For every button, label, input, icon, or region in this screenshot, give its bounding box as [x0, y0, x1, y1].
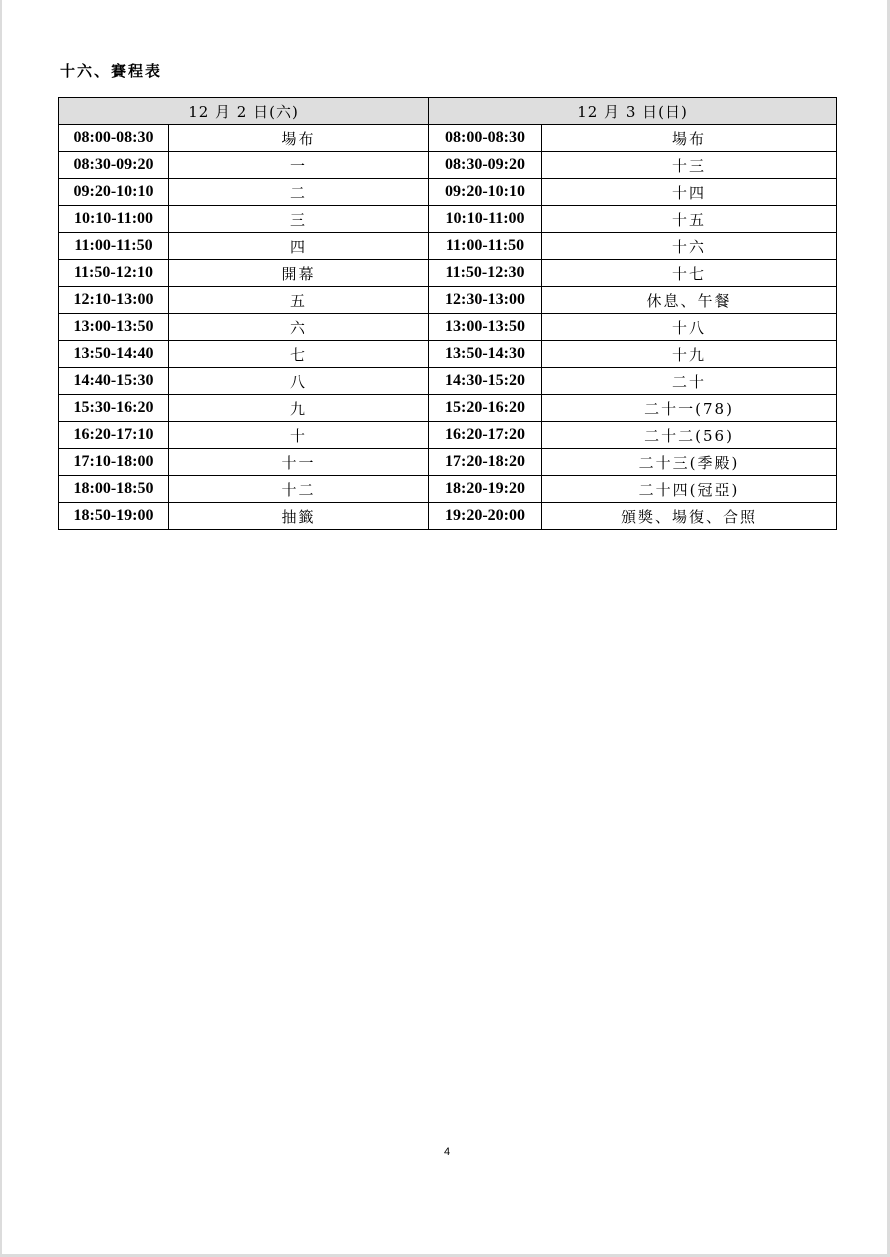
- day2-time-cell: 15:20-16:20: [429, 395, 542, 422]
- day2-event-cell: 十四: [542, 179, 837, 206]
- day2-event-cell: 頒獎、場復、合照: [542, 503, 837, 530]
- day2-time-cell: 10:10-11:00: [429, 206, 542, 233]
- table-row: [59, 260, 837, 287]
- table-row: [59, 449, 837, 476]
- day2-time-cell: 13:50-14:30: [429, 341, 542, 368]
- table-row: [59, 476, 837, 503]
- document-page: [2, 0, 887, 1254]
- day2-time-cell: 18:20-19:20: [429, 476, 542, 503]
- day1-event-cell: 場布: [169, 125, 429, 152]
- day1-event-cell: 二: [169, 179, 429, 206]
- day2-time-cell: 19:20-20:00: [429, 503, 542, 530]
- table-row: [59, 368, 837, 395]
- table-row: [59, 287, 837, 314]
- day1-event-cell: 十二: [169, 476, 429, 503]
- day1-event-cell: 三: [169, 206, 429, 233]
- day1-event-cell: 七: [169, 341, 429, 368]
- day2-event-cell: 十八: [542, 314, 837, 341]
- day1-event-cell: 八: [169, 368, 429, 395]
- day1-time-cell: 18:00-18:50: [59, 476, 169, 503]
- day1-time-cell: 14:40-15:30: [59, 368, 169, 395]
- day1-event-cell: 抽籤: [169, 503, 429, 530]
- day1-event-cell: 一: [169, 152, 429, 179]
- day1-event-cell: 四: [169, 233, 429, 260]
- day1-time-cell: 08:30-09:20: [59, 152, 169, 179]
- day2-event-cell: 休息、午餐: [542, 287, 837, 314]
- day2-time-cell: 08:30-09:20: [429, 152, 542, 179]
- day2-event-cell: 十七: [542, 260, 837, 287]
- day1-time-cell: 15:30-16:20: [59, 395, 169, 422]
- day2-event-cell: 十五: [542, 206, 837, 233]
- day2-time-cell: 14:30-15:20: [429, 368, 542, 395]
- day1-time-cell: 13:50-14:40: [59, 341, 169, 368]
- day2-time-cell: 13:00-13:50: [429, 314, 542, 341]
- day2-event-cell: 場布: [542, 125, 837, 152]
- day2-time-cell: 08:00-08:30: [429, 125, 542, 152]
- day1-time-cell: 09:20-10:10: [59, 179, 169, 206]
- schedule-table: [58, 97, 837, 530]
- day2-time-cell: 12:30-13:00: [429, 287, 542, 314]
- day1-time-cell: 17:10-18:00: [59, 449, 169, 476]
- day2-event-cell: 二十一(78): [542, 395, 837, 422]
- table-row: [59, 314, 837, 341]
- day1-time-cell: 18:50-19:00: [59, 503, 169, 530]
- day1-time-cell: 16:20-17:10: [59, 422, 169, 449]
- day1-event-cell: 開幕: [169, 260, 429, 287]
- day2-time-cell: 11:00-11:50: [429, 233, 542, 260]
- day2-event-cell: 二十四(冠亞): [542, 476, 837, 503]
- section-title: 十六、賽程表: [60, 62, 163, 80]
- day1-header: 12 月 2 日(六): [59, 98, 429, 125]
- day1-event-cell: 十一: [169, 449, 429, 476]
- day1-time-cell: 12:10-13:00: [59, 287, 169, 314]
- day1-event-cell: 六: [169, 314, 429, 341]
- day1-time-cell: 13:00-13:50: [59, 314, 169, 341]
- day2-event-cell: 二十: [542, 368, 837, 395]
- day1-time-cell: 10:10-11:00: [59, 206, 169, 233]
- table-row: [59, 395, 837, 422]
- day2-time-cell: 11:50-12:30: [429, 260, 542, 287]
- table-row: [59, 422, 837, 449]
- table-row: [59, 503, 837, 530]
- day2-time-cell: 16:20-17:20: [429, 422, 542, 449]
- day1-event-cell: 九: [169, 395, 429, 422]
- day1-time-cell: 08:00-08:30: [59, 125, 169, 152]
- day2-header: 12 月 3 日(日): [429, 98, 837, 125]
- day2-event-cell: 十九: [542, 341, 837, 368]
- page-number: 4: [443, 1146, 451, 1158]
- day2-event-cell: 十三: [542, 152, 837, 179]
- day2-event-cell: 十六: [542, 233, 837, 260]
- table-row: [59, 206, 837, 233]
- table-row: [59, 233, 837, 260]
- day2-event-cell: 二十二(56): [542, 422, 837, 449]
- day2-time-cell: 09:20-10:10: [429, 179, 542, 206]
- day2-event-cell: 二十三(季殿): [542, 449, 837, 476]
- table-row: [59, 341, 837, 368]
- table-row: [59, 125, 837, 152]
- header-row: [59, 98, 837, 125]
- table-row: [59, 179, 837, 206]
- day1-event-cell: 五: [169, 287, 429, 314]
- table-row: [59, 152, 837, 179]
- day1-time-cell: 11:50-12:10: [59, 260, 169, 287]
- day1-time-cell: 11:00-11:50: [59, 233, 169, 260]
- day2-time-cell: 17:20-18:20: [429, 449, 542, 476]
- day1-event-cell: 十: [169, 422, 429, 449]
